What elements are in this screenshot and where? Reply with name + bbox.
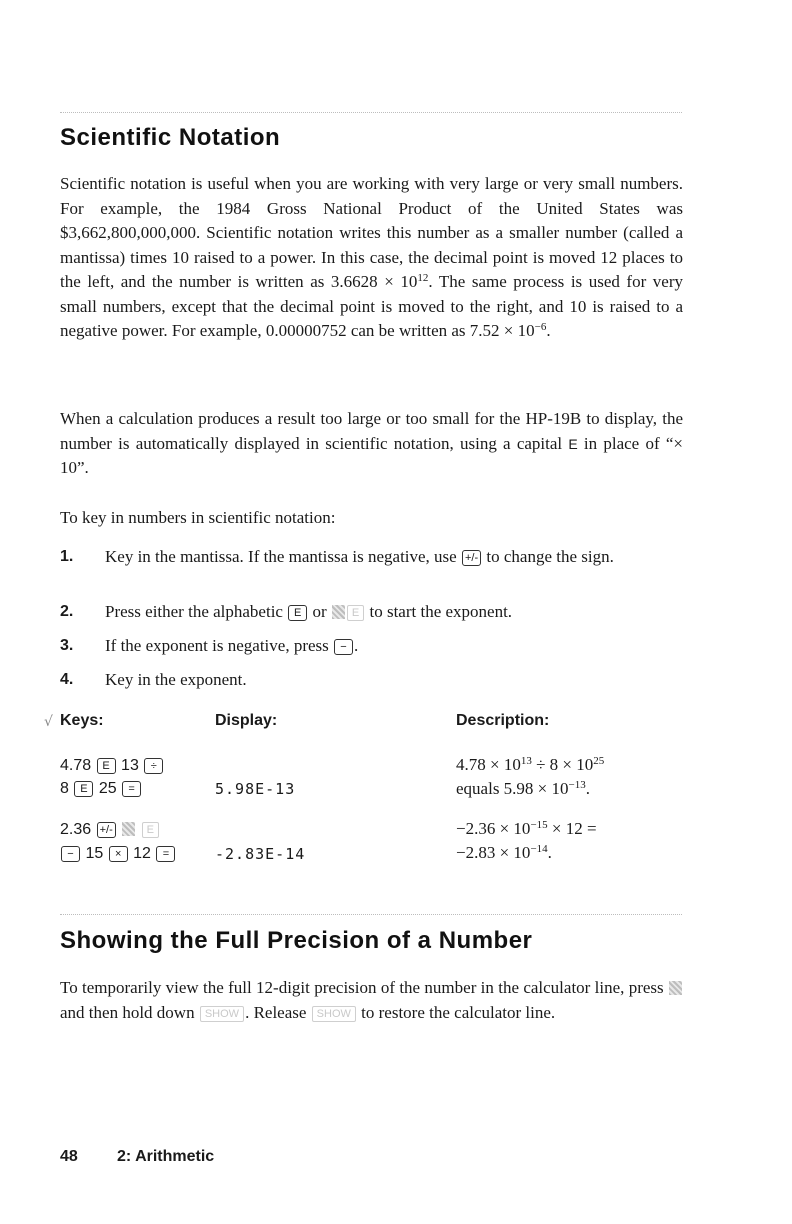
e-key: E	[288, 605, 307, 621]
keys-row-3: 2.36 +/- E	[60, 819, 160, 841]
middle-divider	[60, 914, 682, 915]
intro-paragraph: Scientific notation is useful when you are working with very large or very small numbers. For example, the 1984 Gross National Product of the United States was $3,662,800,000,000. Scientific notation writes this number as a smaller number (called a mantissa) times 10 raised to a power. In this case, the decimal point is moved 12 places to the left, and the number is written as $3.6628 \times 10^{12}$. The same process is used for very small numbers, except that the decimal point is moved to the right, and 10 is raised to a negative power. For example, 0.00000752 can be written as $7.52 \times 10^{-6}$.	[60, 174, 683, 340]
keys-row-1: 4.78 E 13 ÷	[60, 755, 164, 777]
equals-key: =	[122, 781, 141, 797]
page-number: 48	[60, 1148, 78, 1165]
divide-key: ÷	[144, 758, 163, 774]
shift-key-icon	[669, 981, 682, 995]
e-key: E	[74, 781, 93, 797]
description-row-3: $-2.36 \times 10^{-15} \times 12$ =	[456, 819, 597, 838]
change-sign-key: +/-	[97, 822, 116, 838]
show-key: SHOW	[200, 1006, 244, 1022]
minus-key: −	[334, 639, 353, 655]
equals-key: =	[156, 846, 175, 862]
check-mark-icon: √	[44, 714, 53, 730]
keys-row-4: − 15 × 12 =	[60, 843, 176, 865]
steps-intro: To key in numbers in scientific notation:	[60, 508, 336, 527]
description-header: Description:	[456, 712, 550, 729]
shift-key-icon	[332, 605, 345, 619]
chapter-title: 2: Arithmetic	[117, 1148, 215, 1165]
keys-header: Keys:	[60, 712, 104, 729]
show-key: SHOW	[312, 1006, 356, 1022]
display-paragraph: When a calculation produces a result too large or too small for the HP-19B to display, the number is automatically displayed in scientific notation, using a capital E in place of “× 10”.	[60, 409, 683, 477]
section-title-scientific-notation: Scientific Notation	[60, 124, 281, 151]
description-row-4: $-2.83 \times 10^{-14}$.	[456, 843, 552, 862]
display-header: Display:	[215, 712, 278, 729]
multiply-key: ×	[109, 846, 128, 862]
shifted-e-key: E	[142, 822, 159, 838]
display-row-4: -2.83E-14	[215, 845, 306, 863]
full-precision-paragraph: To temporarily view the full 12-digit precision of the number in the calculator line, press and then hold down SHOW . Release SHOW to restore the calculator line.	[60, 976, 683, 1025]
shifted-e-key: E	[347, 605, 364, 621]
shift-key-icon	[122, 822, 135, 836]
minus-key: −	[61, 846, 80, 862]
e-key: E	[97, 758, 116, 774]
top-divider	[60, 112, 682, 113]
description-row-2: equals $5.98 \times 10^{-13}$.	[456, 779, 590, 798]
keys-row-2: 8 E 25 =	[60, 778, 142, 800]
change-sign-key: +/-	[462, 550, 481, 566]
description-row-1: $4.78 \times 10^{13} \div 8 \times 10^{25}$	[456, 755, 605, 774]
section-title-full-precision: Showing the Full Precision of a Number	[60, 927, 533, 954]
capital-e-glyph: E	[568, 435, 578, 452]
display-row-2: 5.98E-13	[215, 780, 296, 798]
